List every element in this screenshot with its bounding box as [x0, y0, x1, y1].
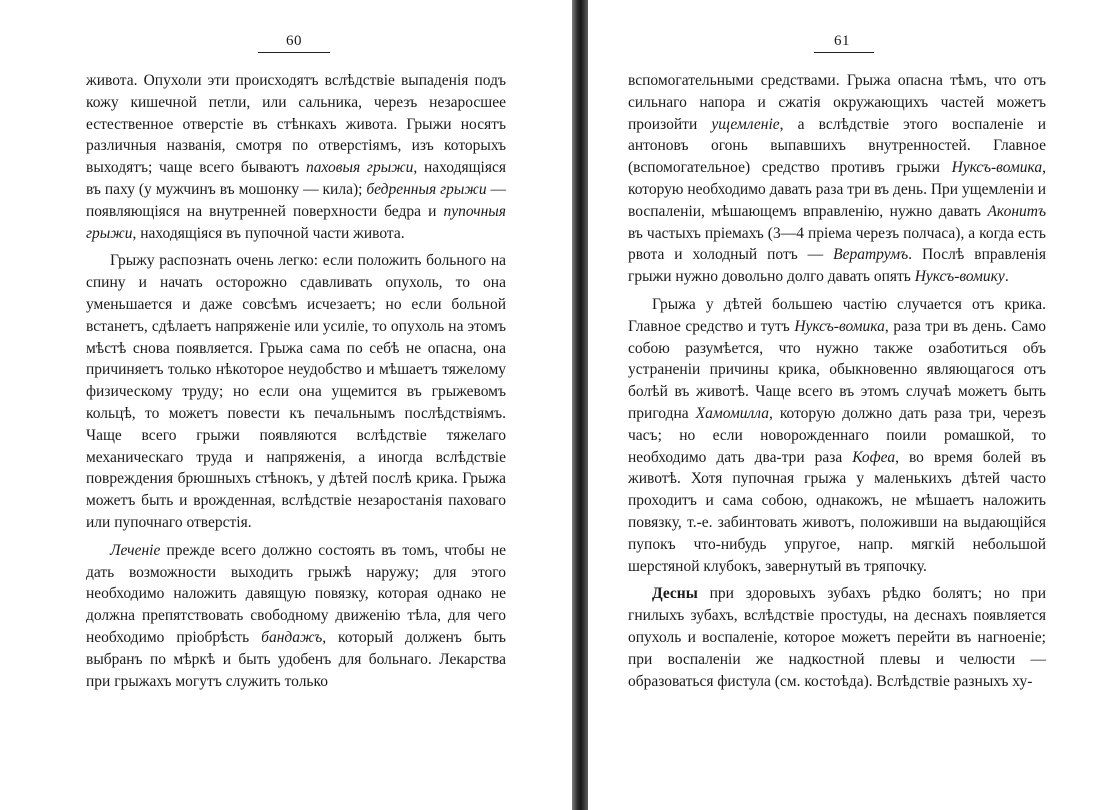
page-number: 60 — [286, 33, 302, 49]
italic-term: бандажъ — [261, 628, 323, 646]
text-run: , а вслѣдствіе этого воспаленіе и антоновъ огонь выпавшихъ внутренностей. Главное (вспомогательное) средство противъ грыжи — [628, 115, 1046, 177]
italic-term: Хамомилла — [695, 404, 769, 422]
italic-term: Вератрумъ — [833, 246, 909, 264]
paragraph — [86, 250, 506, 533]
text-run: живота. Опухоли эти происходятъ вслѣдствіе выпаденія подъ кожу кишечной петли, или сальника, черезъ незаросшее естественное отверстіе въ стѣнкахъ живота. Грыжи носятъ различныя названія, смотря по отверстіямъ, изъ которыхъ выходятъ; чаще всего бываютъ — [86, 72, 506, 177]
book-gutter — [572, 0, 588, 810]
italic-term: бедренныя грыжи — [366, 180, 487, 198]
text-run: Грыжа у дѣтей большею частію случается отъ крика. Главное средство и тутъ — [628, 295, 1046, 335]
text-run: , который долженъ быть выбранъ по мѣркѣ и быть удобенъ для больнаго. Лекарства при грыжахъ могутъ служить только — [86, 628, 506, 690]
text-run: — появляющіяся на внутренней поверхности бедра и — [86, 180, 506, 220]
italic-term: Нуксъ-вомика — [951, 159, 1043, 177]
right-page — [588, 0, 1100, 810]
paragraph — [628, 583, 1046, 692]
page-body — [628, 70, 1046, 692]
italic-term: Нуксъ-вомика — [794, 317, 885, 335]
italic-term: Нуксъ-вомику — [914, 268, 1005, 286]
page-body — [86, 70, 506, 692]
text-run: , которую необходимо давать раза три въ день. При ущемленіи и воспаленіи, мѣшающемъ вправленію, нужно давать — [628, 159, 1046, 220]
text-run: , раза три въ день. Само собою разумѣется, что нужно также озаботиться объ устраненіи причины крика, обыкновенно являющагося отъ болѣй въ животѣ. Чаще всего въ этомъ случаѣ можетъ быть пригодна — [628, 317, 1046, 422]
italic-term: Аконитъ — [987, 202, 1046, 220]
text-run: Грыжу распознать очень легко: если положить больного на спину и начать осторожно сдавливать опухоль, то она уменьшается и даже совсѣмъ исчезаетъ; но если больной встанетъ, сдѣлаетъ напряженіе или усиліе, то опухоль на этомъ мѣстѣ снова появляется. Грыжа сама по себѣ не опасна, она причиняетъ только нѣкоторое неудобство и мѣшаетъ тяжелому физическому труду; но если она ущемится въ грыжевомъ кольцѣ, то можетъ повести къ печальнымъ послѣдствіямъ. Чаще всего грыжи появляются вслѣдствіе тяжелаго механическаго труда и напряженія, а иногда вслѣдствіе повреждения брюшныхъ стѣнокъ, у дѣтей послѣ крика. Грыжа можетъ быть и врожденная, вслѣдствіе незаростанія паховаго или пупочнаго отверстія. — [86, 252, 506, 531]
text-run: вспомогательными средствами. Грыжа опасна тѣмъ, что отъ сильнаго напора и сжатія окружающихъ частей можетъ произойти — [628, 72, 1046, 133]
paragraph — [86, 70, 506, 244]
text-run: , во время болей въ животѣ. Хотя пупочная грыжа у маленькихъ дѣтей часто проходитъ и сама собою, однакожъ, не мѣшаетъ наложить повязку, т.-е. забинтовать животъ, положивши на выдающійся пупокъ что-нибудь упругое, напр. мягкій небольшой шерстяной клубокъ, завернутый въ тряпочку. — [628, 448, 1046, 575]
text-run: . Послѣ вправленія грыжи нужно довольно долго давать опять — [628, 246, 1046, 286]
text-run: при здоровыхъ зубахъ рѣдко болятъ; но при гнилыхъ зубахъ, вслѣдствіе простуды, на деснахъ появляется опухоль и воспаленіе, которое можетъ перейти въ нагноеніе; при воспаленіи же надкостной плевы и челюсти — образоваться фистула (см. костоѣда). Вслѣдствіе разныхъ ху- — [628, 585, 1046, 690]
header-rule — [814, 52, 874, 53]
bold-heading: Десны — [652, 585, 698, 603]
paragraph — [628, 294, 1046, 577]
text-run: , находящіяся въ паху (у мужчинъ въ мошонку — кила); — [86, 159, 506, 198]
paragraph — [628, 70, 1046, 288]
italic-term: Леченіе — [110, 541, 161, 559]
text-run: , которую должно дать раза три, черезъ часъ; но если новорожденнаго поили ромашкой, то необходимо дать два-три раза — [628, 404, 1046, 466]
text-run: . — [1004, 268, 1009, 286]
paragraph — [86, 540, 506, 693]
italic-term: пупочныя грыжи — [86, 202, 506, 242]
header-rule — [258, 52, 330, 53]
page-number: 61 — [834, 33, 850, 49]
italic-term: ущемленіе — [711, 115, 780, 133]
text-run: въ частыхъ пріемахъ (3—4 пріема черезъ полчаса), а когда есть рвота и холодный потъ — — [628, 224, 1046, 264]
italic-term: Кофеа — [852, 448, 896, 466]
italic-term: паховыя грыжи — [306, 159, 414, 177]
text-run: , находящіяся въ пупочной части живота. — [132, 224, 405, 242]
text-run: прежде всего должно состоять въ томъ, чтобы не дать возможности выходить грыжѣ наружу; для этого необходимо наложить давящую повязку, которая однако не должна препятствовать свободному движенію тѣла, для чего необходимо пріобрѣсть — [86, 541, 506, 646]
